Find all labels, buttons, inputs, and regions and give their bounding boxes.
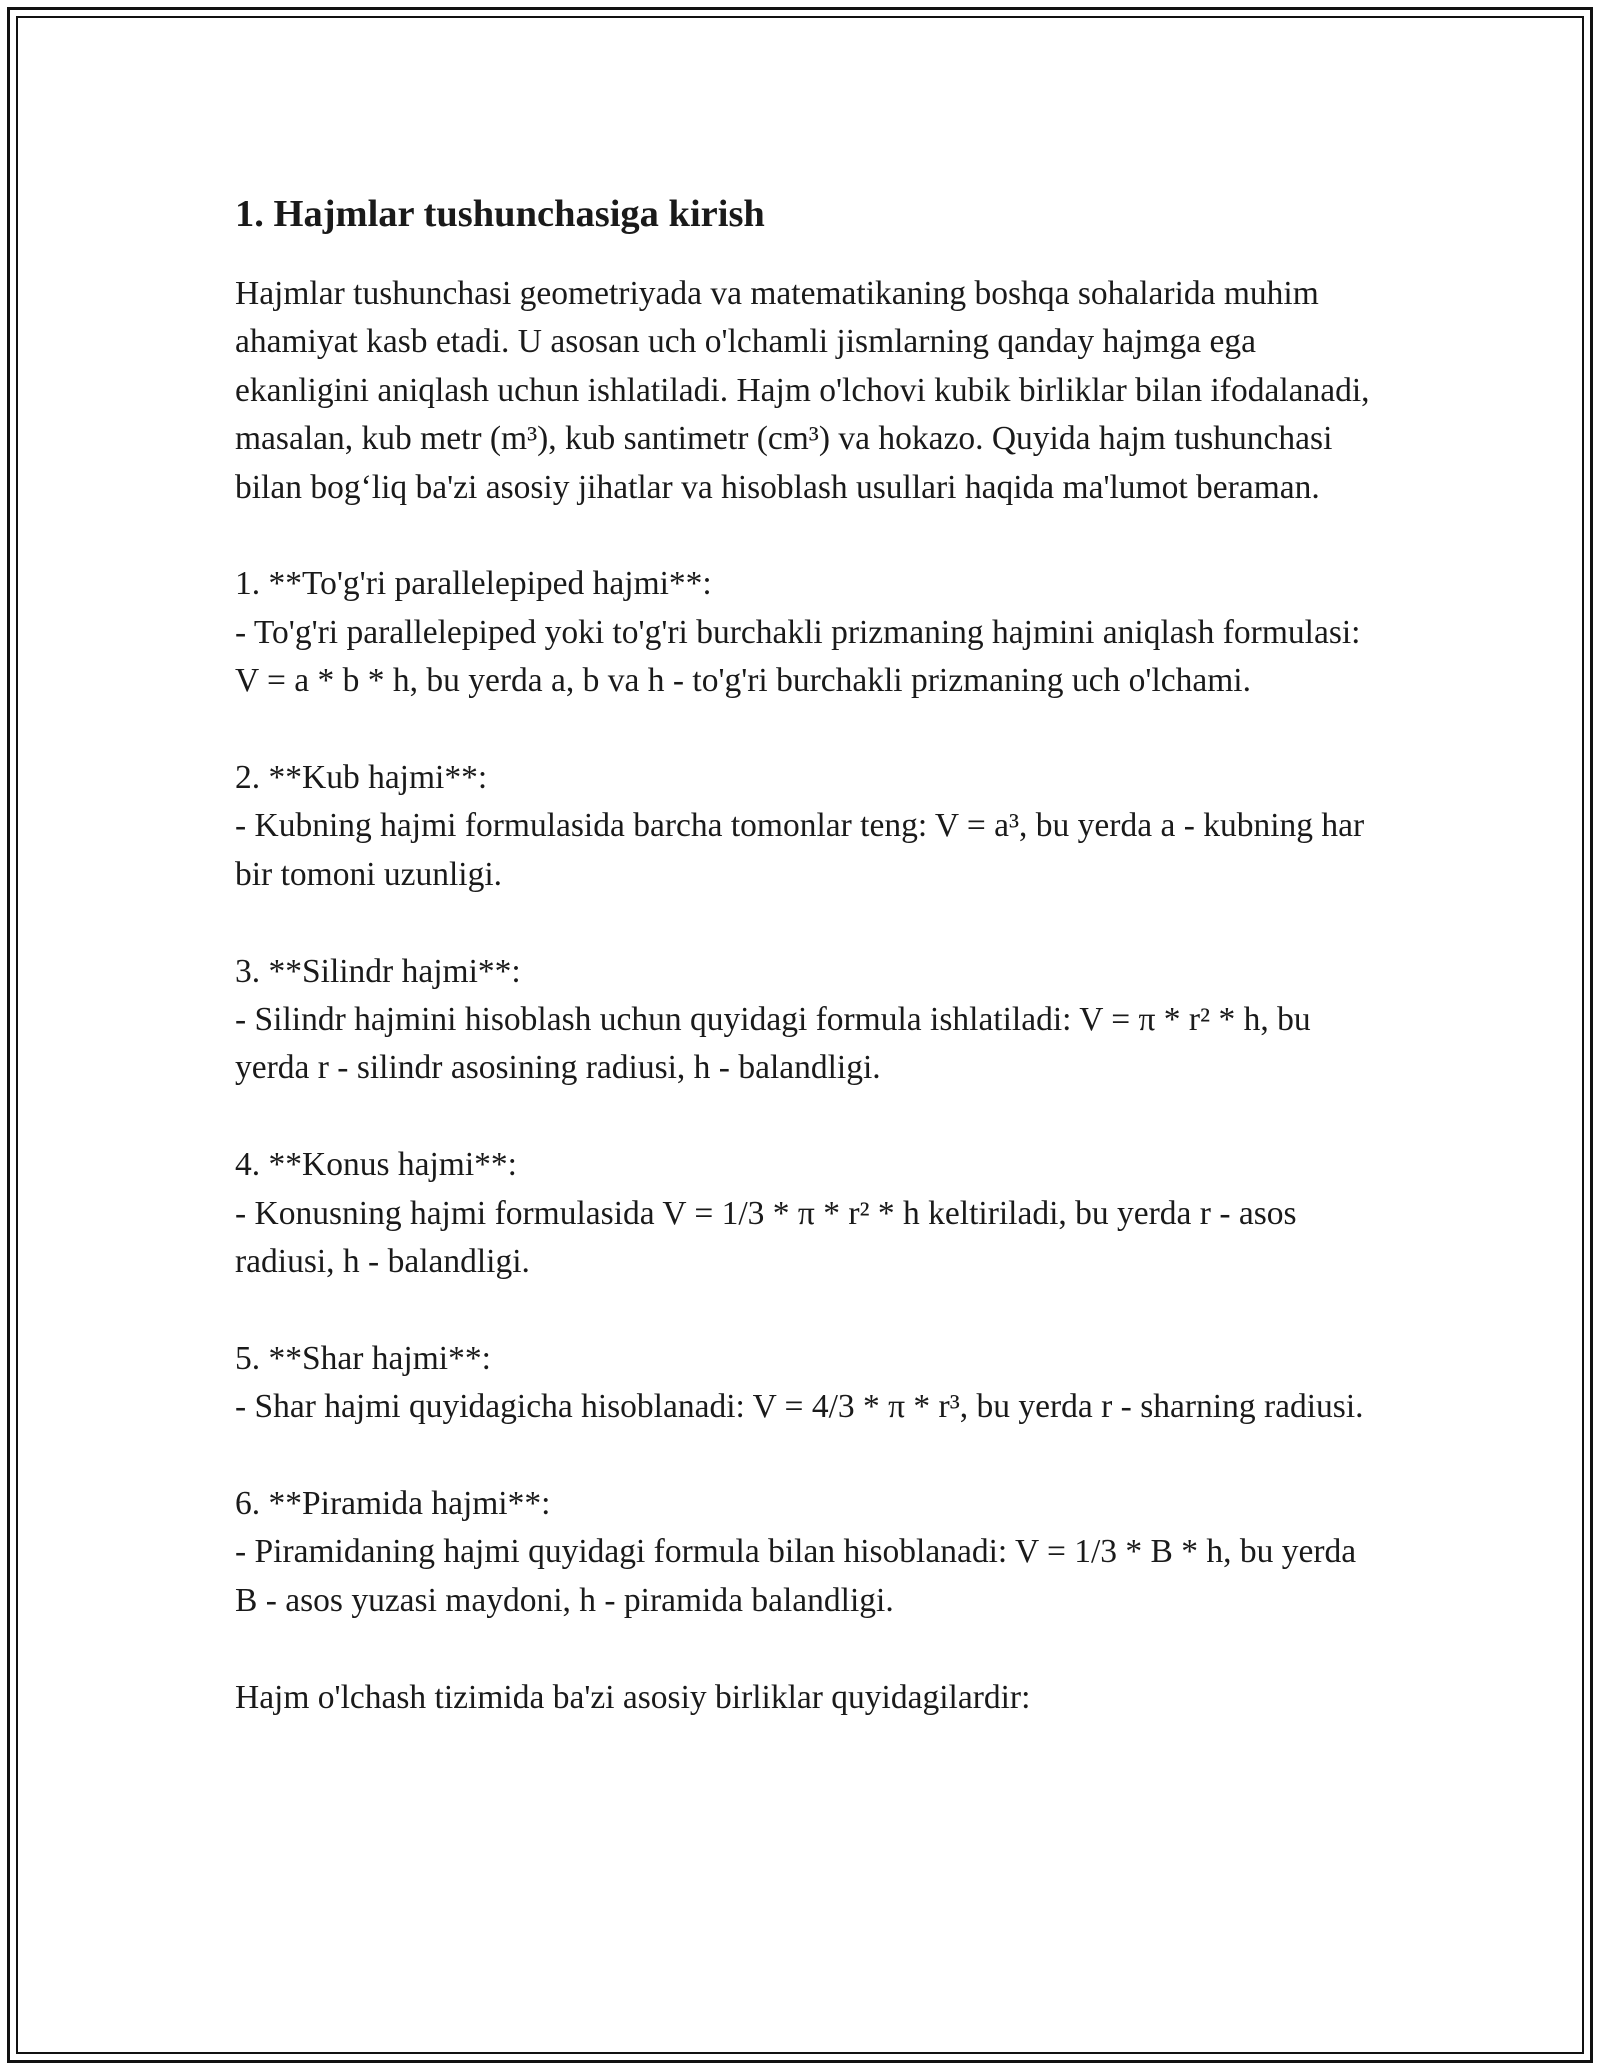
list-item-body: - Piramidaning hajmi quyidagi formula bilan hisoblanadi: V = 1/3 * B * h, bu yerda B - asos yuzasi maydoni, h - piramida balandligi.: [235, 1533, 1357, 1619]
paragraph-gap: [235, 512, 1375, 560]
paragraph-gap: [235, 1093, 1375, 1141]
paragraph-gap: [235, 1286, 1375, 1334]
list-item-title: 1. **To'g'ri parallelepiped hajmi**:: [235, 565, 712, 603]
paragraph-gap: [235, 1625, 1375, 1673]
list-item-body: - Shar hajmi quyidagicha hisoblanadi: V = 4/3 * π * r³, bu yerda r - sharning radiusi.: [235, 1388, 1364, 1426]
list-item-body: - Silindr hajmini hisoblash uchun quyidagi formula ishlatiladi: V = π * r² * h, bu yerda r - silindr asosining radiusi, h - balandligi.: [235, 1001, 1311, 1087]
document-body: [235, 188, 1375, 1722]
list-item-body: - To'g'ri parallelepiped yoki to'g'ri burchakli prizmaning hajmini aniqlash formulasi: V = a * b * h, bu yerda a, b va h - to'g'ri burchakli prizmaning uch o'lchami.: [235, 613, 1361, 700]
list-item: [235, 560, 1375, 705]
list-item-title: 3. **Silindr hajmi**:: [235, 952, 521, 990]
list-item-title: 6. **Piramida hajmi**:: [235, 1485, 551, 1523]
list-item-body: - Kubning hajmi formulasida barcha tomonlar teng: V = a³, bu yerda a - kubning har bir tomoni uzunligi.: [235, 807, 1365, 893]
list-item: [235, 1335, 1375, 1432]
paragraph-gap: [235, 899, 1375, 947]
paragraph-gap: [235, 706, 1375, 754]
list-item: [235, 1480, 1375, 1625]
intro-paragraph: Hajmlar tushunchasi geometriyada va matematikaning boshqa sohalarida muhim ahamiyat kasb etadi. U asosan uch o'lchamli jismlarning qanday hajmga ega ekanligini aniqlash uchun ishlatiladi. Hajm o'lchovi kubik birliklar bilan ifodalanadi, masalan, kub metr (m³), kub santimetr (cm³) va hokazo. Quyida hajm tushunchasi bilan bog‘liq ba'zi asosiy jihatlar va hisoblash usullari haqida ma'lumot beraman.: [235, 275, 1370, 506]
paragraph-gap: [235, 1432, 1375, 1480]
list-item: [235, 754, 1375, 899]
list-item: [235, 1141, 1375, 1286]
list-item-title: 5. **Shar hajmi**:: [235, 1339, 491, 1377]
list-item-title: 2. **Kub hajmi**:: [235, 759, 488, 797]
section-heading: 1. Hajmlar tushunchasiga kirish: [235, 193, 765, 235]
closing-paragraph: Hajm o'lchash tizimida ba'zi asosiy birliklar quyidagilardir:: [235, 1678, 1031, 1716]
list-item: [235, 948, 1375, 1093]
list-item-title: 4. **Konus hajmi**:: [235, 1146, 517, 1184]
list-item-body: - Konusning hajmi formulasida V = 1/3 * π * r² * h keltiriladi, bu yerda r - asos radiusi, h - balandligi.: [235, 1194, 1297, 1281]
